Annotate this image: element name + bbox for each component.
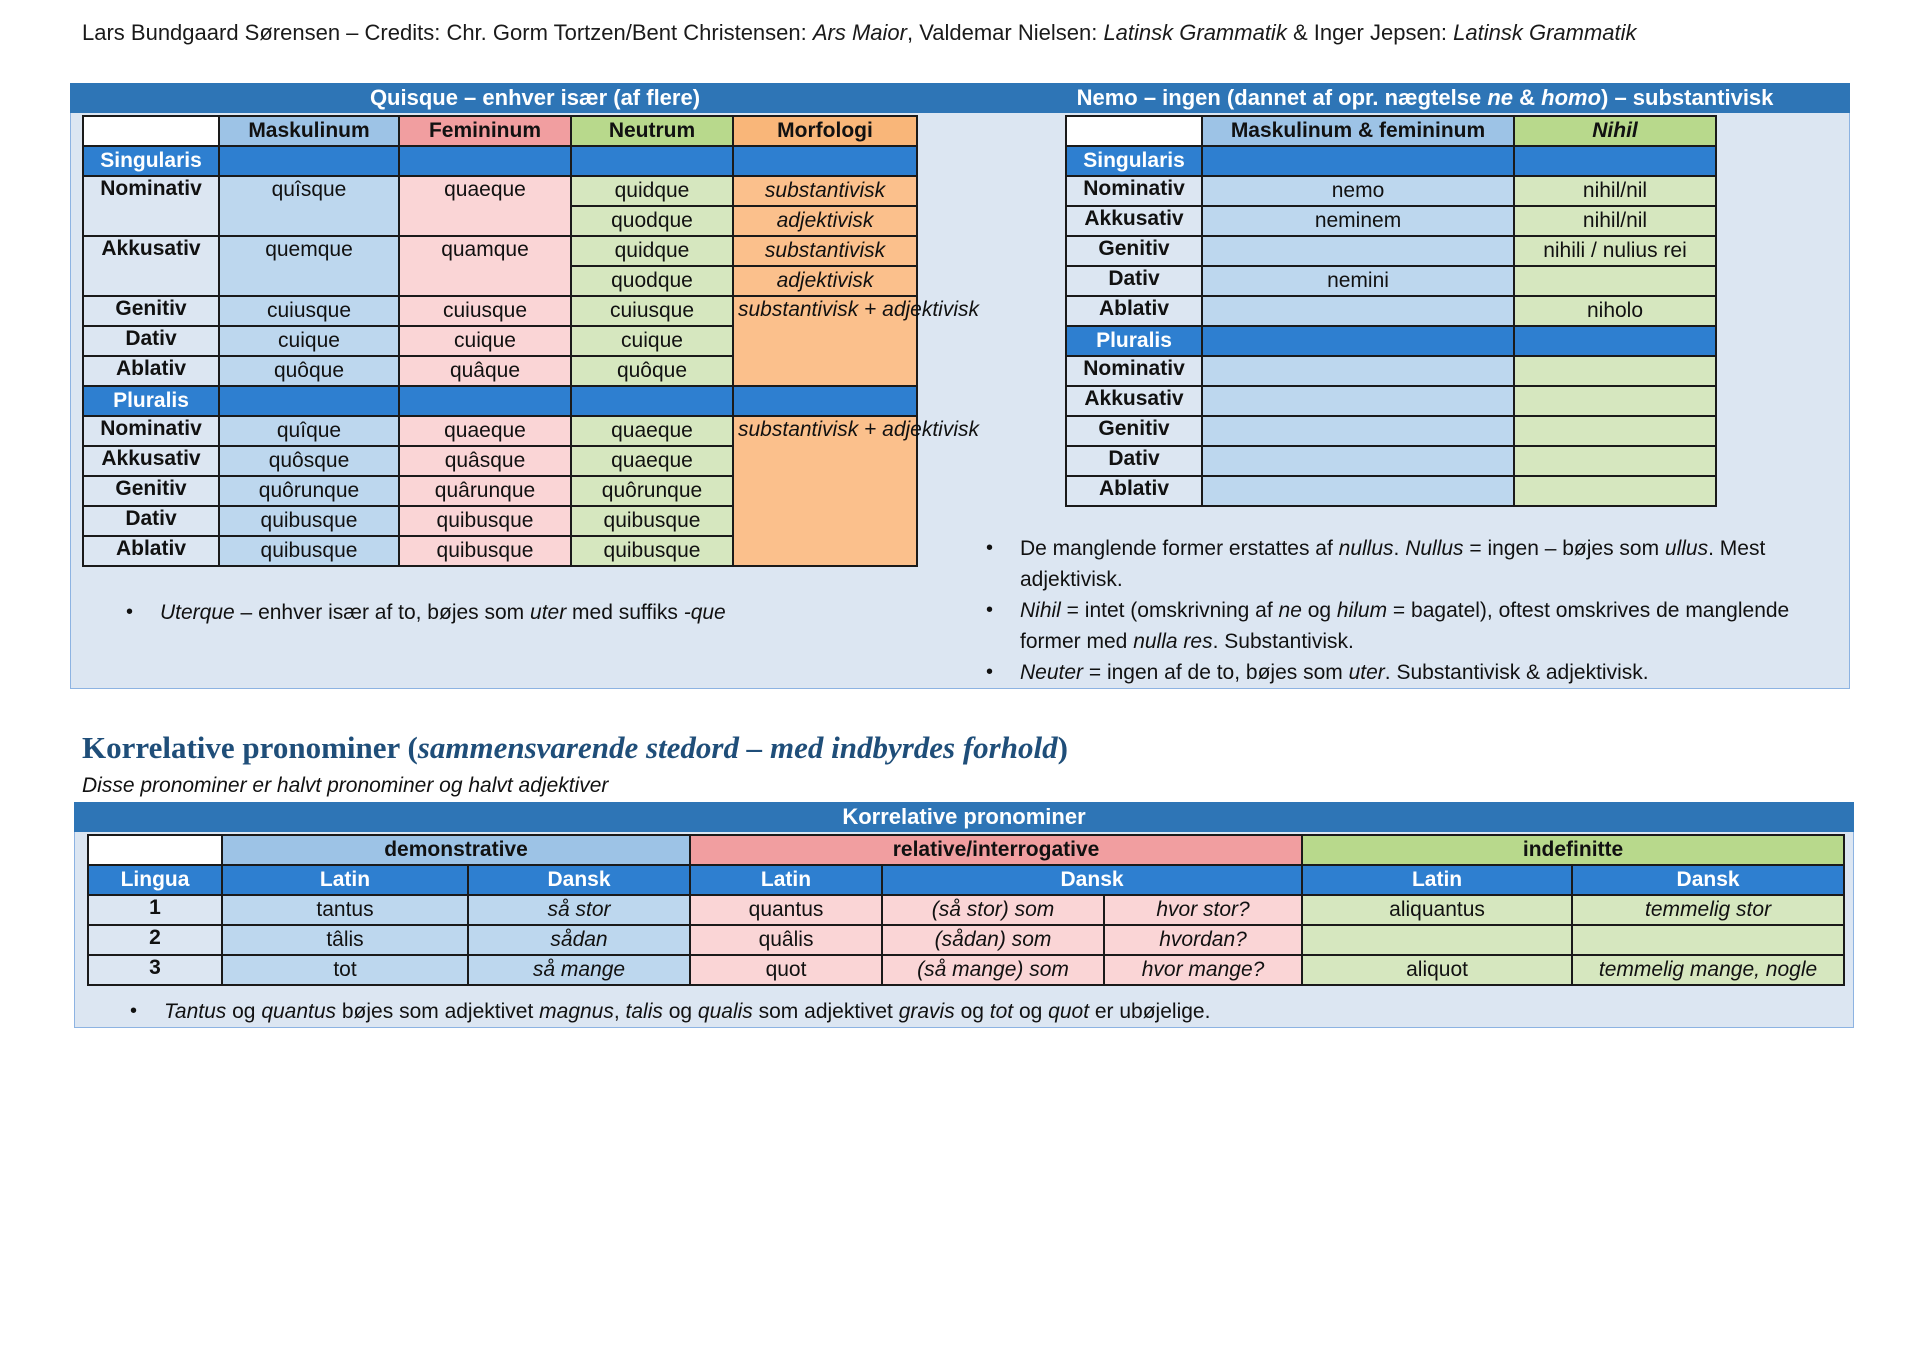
nemo-table <box>1065 115 1717 507</box>
form-cell <box>1514 266 1716 296</box>
header-dansk: Dansk <box>882 865 1302 895</box>
group-indefinitte: indefinitte <box>1302 835 1844 865</box>
note-nihil: • Nihil = intet (omskrivning af ne og hilum = bagatel), oftest omskrives de manglende former med nulla res. Substantivisk. <box>980 595 1850 657</box>
form-cell: nihil/nil <box>1514 176 1716 206</box>
form-cell: quemque <box>219 236 399 296</box>
header-latin: Latin <box>690 865 882 895</box>
case-label: Nominativ <box>1066 356 1202 386</box>
header-lingua: Lingua <box>88 865 222 895</box>
case-label: Akkusativ <box>83 236 219 296</box>
cell <box>1572 925 1844 955</box>
section-heading: Korrelative pronominer (sammensvarende stedord – med indbyrdes forhold) <box>82 730 1068 765</box>
cell: aliquantus <box>1302 895 1572 925</box>
cell: quot <box>690 955 882 985</box>
header-dansk: Dansk <box>1572 865 1844 895</box>
form-cell: quôsque <box>219 446 399 476</box>
korrelativ-notes <box>124 996 1824 1027</box>
morph-cell: adjektivisk <box>733 266 917 296</box>
cell: quantus <box>690 895 882 925</box>
form-cell: nihili / nulius rei <box>1514 236 1716 266</box>
cell: (så stor) som <box>882 895 1104 925</box>
cell: (så mange) som <box>882 955 1104 985</box>
cell: så mange <box>468 955 690 985</box>
cell: tâlis <box>222 925 468 955</box>
form-cell: quibusque <box>571 536 733 566</box>
form-cell: cuiusque <box>571 296 733 326</box>
cell <box>1302 925 1572 955</box>
section-subheading: Disse pronominer er halvt pronominer og halvt adjektiver <box>82 774 609 797</box>
morph-cell: adjektivisk <box>733 206 917 236</box>
form-cell: quidque <box>571 236 733 266</box>
form-cell: quaeque <box>571 416 733 446</box>
group-demonstrative: demonstrative <box>222 835 690 865</box>
credits-line: Lars Bundgaard Sørensen – Credits: Chr. Gorm Tortzen/Bent Christensen: Ars Maior, Valdemar Nielsen: Latinsk Grammatik & Inger Jepsen: Latinsk Grammatik <box>82 20 1637 45</box>
section-singularis: Singularis <box>1066 146 1202 176</box>
form-cell: quibusque <box>399 506 571 536</box>
cell: hvordan? <box>1104 925 1302 955</box>
header-neutrum: Neutrum <box>571 116 733 146</box>
form-cell: quôrunque <box>571 476 733 506</box>
table-row <box>88 955 1844 985</box>
case-label: Akkusativ <box>1066 386 1202 416</box>
cell: temmelig mange, nogle <box>1572 955 1844 985</box>
case-label: Dativ <box>83 506 219 536</box>
cell: tantus <box>222 895 468 925</box>
cell: sådan <box>468 925 690 955</box>
form-cell: nihil/nil <box>1514 206 1716 236</box>
section-pluralis: Pluralis <box>1066 326 1202 356</box>
form-cell: quodque <box>571 266 733 296</box>
case-label: Ablativ <box>1066 296 1202 326</box>
header-nihil: Nihil <box>1514 116 1716 146</box>
note-uterque: • Uterque – enhver især af to, bøjes som uter med suffiks -que <box>120 597 900 628</box>
case-label: Genitiv <box>83 476 219 506</box>
note-neuter: • Neuter = ingen af de to, bøjes som uter. Substantivisk & adjektivisk. <box>980 657 1850 688</box>
note-nullus: • De manglende former erstattes af nullus. Nullus = ingen – bøjes som ullus. Mest adjektivisk. <box>980 533 1850 595</box>
morph-cell: substantivisk <box>733 176 917 206</box>
case-label: Nominativ <box>83 176 219 236</box>
form-cell: quibusque <box>399 536 571 566</box>
form-cell: cuiusque <box>399 296 571 326</box>
header-morfologi: Morfologi <box>733 116 917 146</box>
case-label: Genitiv <box>83 296 219 326</box>
form-cell: quibusque <box>219 506 399 536</box>
form-cell: quidque <box>571 176 733 206</box>
table-row <box>88 925 1844 955</box>
form-cell: quaeque <box>571 446 733 476</box>
korrelativ-table <box>87 834 1845 986</box>
row-number: 2 <box>88 925 222 955</box>
group-relative: relative/interrogative <box>690 835 1302 865</box>
case-label: Genitiv <box>1066 416 1202 446</box>
case-label: Dativ <box>1066 266 1202 296</box>
case-label: Genitiv <box>1066 236 1202 266</box>
row-number: 1 <box>88 895 222 925</box>
case-label: Ablativ <box>1066 476 1202 506</box>
form-cell: cuique <box>399 326 571 356</box>
form-cell: quôque <box>219 356 399 386</box>
morph-cell: substantivisk + adjektivisk <box>733 416 917 566</box>
note-tantus: • Tantus og quantus bøjes som adjektivet magnus, talis og qualis som adjektivet gravis og tot og quot er ubøjelige. <box>124 996 1824 1027</box>
form-cell: quârunque <box>399 476 571 506</box>
header-latin: Latin <box>1302 865 1572 895</box>
form-cell <box>1202 296 1514 326</box>
form-cell: quîsque <box>219 176 399 236</box>
form-cell: quaeque <box>399 176 571 236</box>
korrelativ-banner: Korrelative pronominer <box>74 802 1854 832</box>
corner-cell <box>83 116 219 146</box>
table-row <box>88 895 1844 925</box>
case-label: Akkusativ <box>83 446 219 476</box>
quisque-notes <box>120 597 900 628</box>
form-cell: neminem <box>1202 206 1514 236</box>
form-cell: quibusque <box>571 506 733 536</box>
morph-cell: substantivisk + adjektivisk <box>733 296 917 386</box>
header-latin: Latin <box>222 865 468 895</box>
section-singularis: Singularis <box>83 146 219 176</box>
form-cell: quôrunque <box>219 476 399 506</box>
form-cell: quâque <box>399 356 571 386</box>
form-cell: quibusque <box>219 536 399 566</box>
header-maskulinum: Maskulinum <box>219 116 399 146</box>
case-label: Dativ <box>1066 446 1202 476</box>
header-femininum: Femininum <box>399 116 571 146</box>
cell: hvor mange? <box>1104 955 1302 985</box>
form-cell: quîque <box>219 416 399 446</box>
form-cell: quamque <box>399 236 571 296</box>
cell: så stor <box>468 895 690 925</box>
form-cell: cuiusque <box>219 296 399 326</box>
case-label: Nominativ <box>1066 176 1202 206</box>
form-cell: quaeque <box>399 416 571 446</box>
case-label: Ablativ <box>83 356 219 386</box>
corner-cell <box>1066 116 1202 146</box>
case-label: Dativ <box>83 326 219 356</box>
form-cell: nemini <box>1202 266 1514 296</box>
cell: tot <box>222 955 468 985</box>
header-dansk: Dansk <box>468 865 690 895</box>
case-label: Ablativ <box>83 536 219 566</box>
case-label: Akkusativ <box>1066 206 1202 236</box>
form-cell: niholo <box>1514 296 1716 326</box>
cell: temmelig stor <box>1572 895 1844 925</box>
morph-cell: substantivisk <box>733 236 917 266</box>
form-cell <box>1202 236 1514 266</box>
corner-cell <box>88 835 222 865</box>
section-pluralis: Pluralis <box>83 386 219 416</box>
row-number: 3 <box>88 955 222 985</box>
nemo-banner: Nemo – ingen (dannet af opr. nægtelse ne & homo) – substantivisk <box>1000 83 1850 113</box>
form-cell: quôque <box>571 356 733 386</box>
cell: quâlis <box>690 925 882 955</box>
cell: hvor stor? <box>1104 895 1302 925</box>
form-cell: quâsque <box>399 446 571 476</box>
form-cell: cuique <box>219 326 399 356</box>
form-cell: quodque <box>571 206 733 236</box>
quisque-table <box>82 115 980 567</box>
cell: aliquot <box>1302 955 1572 985</box>
case-label: Nominativ <box>83 416 219 446</box>
nemo-notes <box>980 533 1850 688</box>
form-cell: cuique <box>571 326 733 356</box>
quisque-banner: Quisque – enhver især (af flere) <box>70 83 1000 113</box>
cell: (sådan) som <box>882 925 1104 955</box>
header-mask-fem: Maskulinum & femininum <box>1202 116 1514 146</box>
form-cell: nemo <box>1202 176 1514 206</box>
